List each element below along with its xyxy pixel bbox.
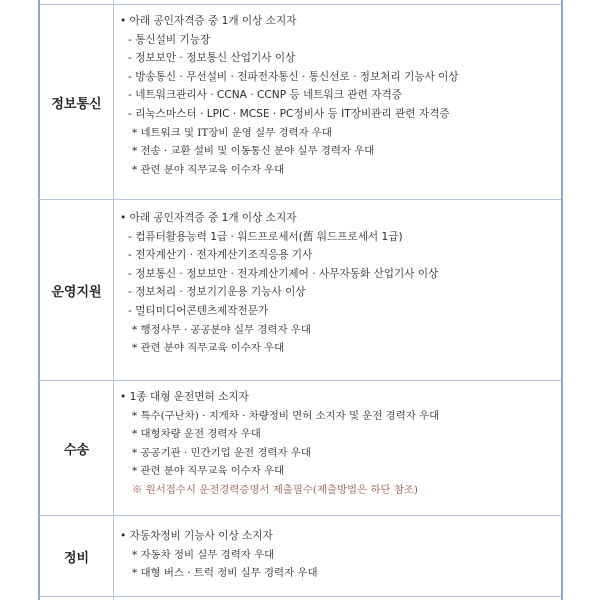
list-item: • 1종 대형 운전면허 소지자 [120,391,249,403]
list-item: - 정보처리 · 정보기기운용 기능사 이상 [128,286,306,299]
list-item: - 통신설비 기능장 [128,33,211,46]
section-items-operations [120,209,556,358]
list-item: * 관련 분야 직무교육 이수자 우대 [132,465,285,478]
list-item: * 특수(구난차) · 지게차 · 차량정비 면허 소지자 및 운전 경력자 우대 [132,409,440,422]
list-item: - 정보보안 · 정보통신 산업기사 이상 [128,52,296,65]
list-item: * 관련 분야 직무교육 이수자 우대 [132,342,285,355]
list-item: * 대형 버스 · 트럭 정비 실무 경력자 우대 [132,567,318,580]
list-item: - 정보통신 · 정보보안 · 전자계산기제어 · 사무자동화 산업기사 이상 [128,267,439,280]
list-item: - 컴퓨터활용능력 1급 · 워드프로세서(舊 워드프로세서 1급) [128,230,403,243]
submission-note: ※ 원서접수시 운전경력증명서 제출필수(제출방법은 하단 참조) [132,483,418,496]
category-label-it: 정보통신 [51,96,102,112]
category-label-operations: 운영지원 [51,284,102,300]
column-divider [113,0,114,600]
list-item: - 네트워크관리사 · CCNA · CCNP 등 네트워크 관련 자격증 [128,89,402,102]
list-item: • 아래 공인자격증 중 1개 이상 소지자 [120,212,297,224]
section-items-maintenance [120,527,556,583]
list-item: - 멀티미디어콘텐츠제작전문가 [128,304,269,317]
row-divider [39,199,561,200]
section-items-it [120,12,556,179]
category-label-maintenance: 정비 [63,550,90,566]
list-item: * 네트워크 및 IT장비 운영 실무 경력자 우대 [132,126,332,139]
list-item: - 전자계산기 · 전자계산기조직응용 기사 [128,249,313,262]
list-item: - 방송통신 · 무선설비 · 전파전자통신 · 통신선로 · 정보처리 기능사 이상 [128,70,459,83]
list-item: * 대형차량 운전 경력자 우대 [132,428,261,441]
list-item: * 전송 · 교환 설비 및 이동통신 분야 실무 경력자 우대 [132,145,375,158]
list-item: - 리눅스마스터 · LPIC · MCSE · PC정비사 등 IT장비관리 관련 자격증 [128,107,450,120]
list-item: • 아래 공인자격증 중 1개 이상 소지자 [120,15,297,27]
category-label-transport: 수송 [63,442,90,458]
list-item: * 관련 분야 직무교육 이수자 우대 [132,163,285,176]
row-divider [39,596,561,597]
list-item: * 자동차 정비 실무 경력자 우대 [132,548,275,561]
table-top-edge [39,0,561,5]
row-divider [39,380,561,381]
list-item: * 행정사무 · 공공분야 실무 경력자 우대 [132,323,311,336]
section-items-transport [120,388,556,500]
list-item: • 자동차정비 기능사 이상 소지자 [120,530,273,542]
table-right-border [561,0,563,600]
list-item: * 공공기관 · 민간기업 운전 경력자 우대 [132,446,311,459]
row-divider [39,515,561,516]
